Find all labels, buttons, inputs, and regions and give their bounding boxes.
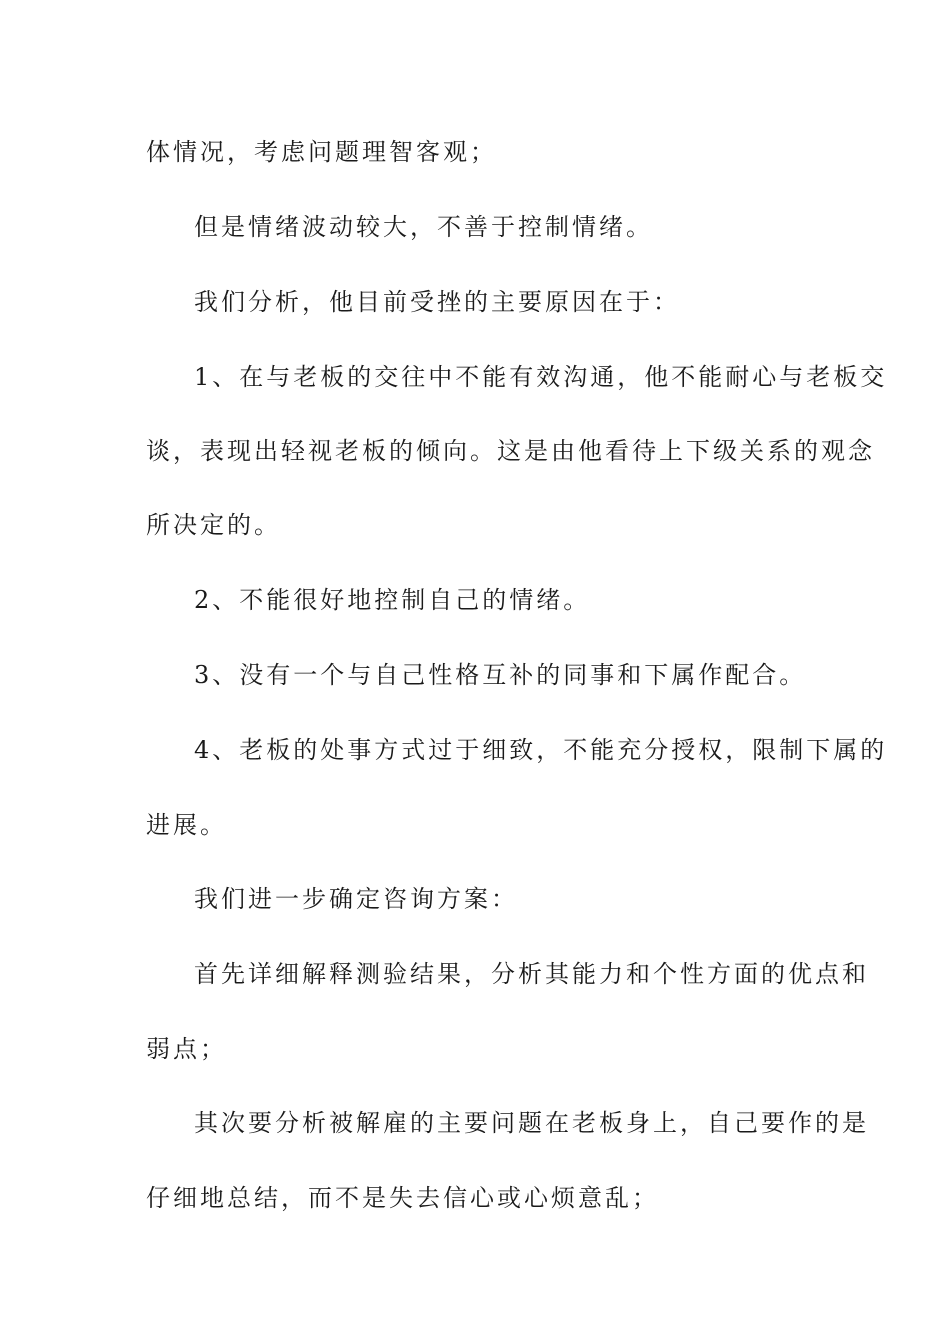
- list-item-line: 1、在与老板的交往中不能有效沟通，他不能耐心与老板交: [194, 363, 888, 391]
- text-line: 体情况，考虑问题理智客观；: [146, 138, 497, 166]
- list-item-line: 2、不能很好地控制自己的情绪。: [194, 586, 591, 614]
- list-item-continuation: 所决定的。: [146, 511, 281, 539]
- list-item-continuation: 谈，表现出轻视老板的倾向。这是由他看待上下级关系的观念: [146, 437, 875, 465]
- list-item-line: 4、老板的处事方式过于细致，不能充分授权，限制下属的: [194, 736, 888, 764]
- paragraph-line: 我们进一步确定咨询方案：: [194, 885, 518, 913]
- paragraph-line: 首先详细解释测验结果，分析其能力和个性方面的优点和: [194, 960, 869, 988]
- list-item-line: 3、没有一个与自己性格互补的同事和下属作配合。: [194, 661, 807, 689]
- paragraph-line: 其次要分析被解雇的主要问题在老板身上，自己要作的是: [194, 1109, 869, 1137]
- paragraph-line: 我们分析，他目前受挫的主要原因在于：: [194, 288, 680, 316]
- paragraph-line: 但是情绪波动较大，不善于控制情绪。: [194, 213, 653, 241]
- list-item-continuation: 进展。: [146, 811, 227, 839]
- paragraph-continuation: 仔细地总结，而不是失去信心或心烦意乱；: [146, 1184, 659, 1212]
- paragraph-continuation: 弱点；: [146, 1035, 227, 1063]
